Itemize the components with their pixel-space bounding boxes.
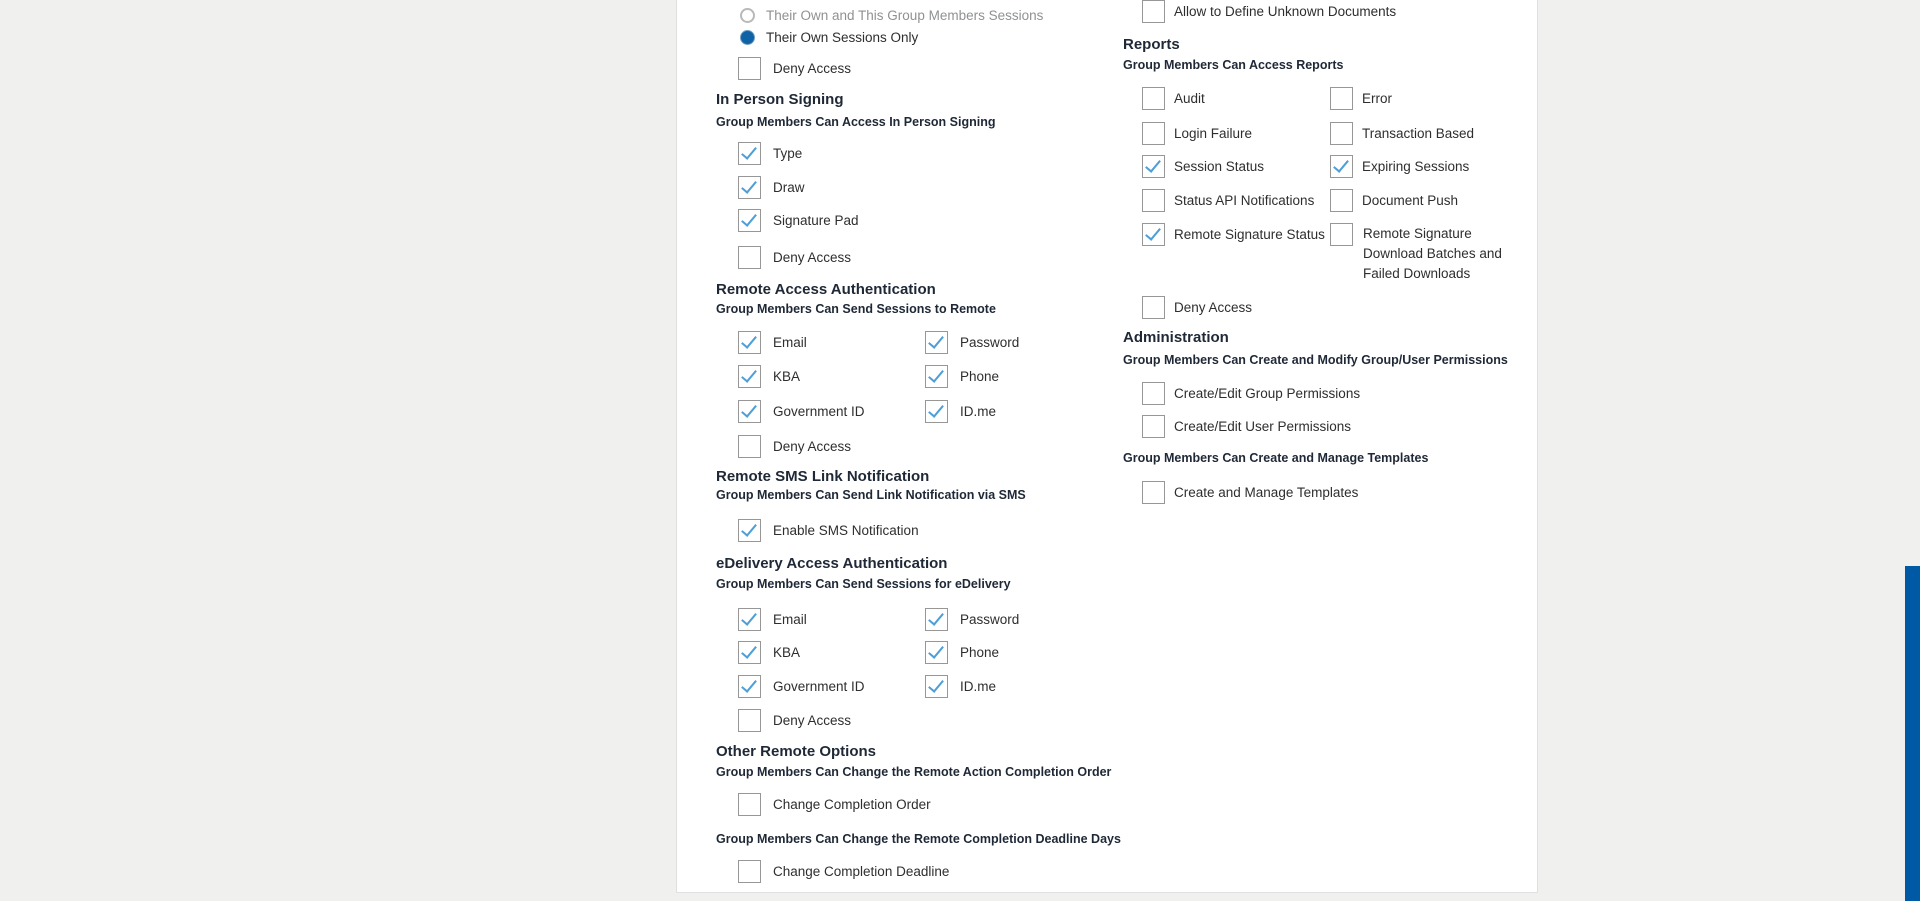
section-title-other-remote-options: Other Remote Options [716,743,877,760]
row-create-manage-templates [1123,481,1358,504]
cell-remote-signature-downloads [1330,223,1523,284]
checkbox-email-edelivery[interactable] [738,608,761,631]
section-title-in-person-signing: In Person Signing [716,91,844,108]
checkbox-label: Error [1362,91,1392,106]
cell-email-edelivery [738,608,925,631]
permissions-panel [676,0,1538,893]
checkbox-create-edit-group-permissions[interactable] [1142,382,1165,405]
checkbox-label: Audit [1174,91,1205,106]
row-deny-edelivery [716,709,851,732]
checkbox-label: Phone [960,645,1000,660]
row-deny-remote-auth [716,435,851,458]
row-create-edit-user-permissions [1123,415,1351,438]
checkbox-allow-define-unknown-documents[interactable] [1142,0,1165,23]
cell-idme-edelivery [925,675,996,698]
checkbox-deny-access-remote-auth[interactable] [738,435,761,458]
cell-document-push [1330,189,1458,212]
cell-session-status [1142,155,1330,178]
cell-status-api-notifications [1142,189,1330,212]
checkbox-label: Remote Signature Status [1174,227,1325,242]
row-govid-idme-edelivery [716,675,996,698]
checkbox-label: Create/Edit User Permissions [1174,419,1352,434]
checkbox-change-completion-deadline[interactable] [738,860,761,883]
checkbox-type[interactable] [738,142,761,165]
cell-expiring-sessions [1330,155,1469,178]
cell-transaction-based [1330,122,1474,145]
section-subtitle-reports: Group Members Can Access Reports [1123,58,1344,72]
check-icon [741,177,757,194]
row-type [716,142,802,165]
checkbox-label: Enable SMS Notification [773,523,919,538]
checkbox-label: Document Push [1362,193,1459,208]
checkbox-label: Remote Signature Download Batches and Failed Downloads [1363,226,1502,281]
row-deny-reports [1123,296,1252,319]
cell-remote-signature-status [1142,223,1330,246]
checkbox-label: Email [773,612,807,627]
checkbox-audit[interactable] [1142,87,1165,110]
checkbox-signature-pad[interactable] [738,209,761,232]
checkbox-label: Email [773,335,807,350]
check-icon [928,676,944,693]
checkbox-status-api-notifications[interactable] [1142,189,1165,212]
checkbox-label: ID.me [960,679,997,694]
section-subtitle-edelivery-auth: Group Members Can Send Sessions for eDelivery [716,577,1011,591]
right-column [1123,0,1543,892]
checkbox-label: Deny Access [1174,300,1253,315]
row-deny-access-sessions [716,57,851,80]
radio-their-own-sessions-only[interactable] [740,30,755,45]
cell-government-id-remote [738,400,925,423]
check-icon [1333,156,1349,173]
row-draw [716,176,805,199]
checkbox-deny-access-edelivery[interactable] [738,709,761,732]
checkbox-expiring-sessions[interactable] [1330,155,1353,178]
check-icon [1145,224,1161,241]
checkbox-label: Draw [773,180,805,195]
section-title-remote-sms: Remote SMS Link Notification [716,468,930,485]
checkbox-label: Deny Access [773,439,852,454]
checkbox-label: Login Failure [1174,126,1253,141]
section-title-edelivery-auth: eDelivery Access Authentication [716,555,948,572]
cell-government-id-edelivery [738,675,925,698]
checkbox-kba-remote[interactable] [738,365,761,388]
checkbox-government-id-remote[interactable] [738,400,761,423]
checkbox-transaction-based[interactable] [1330,122,1353,145]
checkbox-label: Deny Access [773,61,852,76]
section-subtitle-change-completion-order: Group Members Can Change the Remote Action Completion Order [716,765,1112,779]
checkbox-create-edit-user-permissions[interactable] [1142,415,1165,438]
checkbox-label: Government ID [773,404,865,419]
checkbox-label: Allow to Define Unknown Documents [1174,4,1397,19]
row-statusapi-documentpush [1123,189,1458,212]
checkbox-label: Change Completion Deadline [773,864,950,879]
check-icon [741,401,757,418]
row-kba-phone-edelivery [716,641,999,664]
radio-label-their-own-sessions-only: Their Own Sessions Only [766,30,919,45]
checkbox-password-remote[interactable] [925,331,948,354]
checkbox-login-failure[interactable] [1142,122,1165,145]
checkbox-label: Expiring Sessions [1362,159,1470,174]
section-subtitle-remote-access-auth: Group Members Can Send Sessions to Remote [716,302,996,316]
checkbox-error[interactable] [1330,87,1353,110]
checkbox-label: KBA [773,369,801,384]
radio-their-own-and-group-sessions[interactable] [740,8,755,23]
check-icon [928,366,944,383]
row-remotesignature [1123,223,1523,284]
checkbox-document-push[interactable] [1330,189,1353,212]
scrollbar-thumb[interactable] [1905,566,1920,901]
checkbox-deny-access-in-person[interactable] [738,246,761,269]
cell-kba-edelivery [738,641,925,664]
checkbox-idme-remote[interactable] [925,400,948,423]
checkbox-label: Status API Notifications [1174,193,1315,208]
checkbox-label: Create/Edit Group Permissions [1174,386,1361,401]
row-change-completion-order [716,793,931,816]
row-enable-sms [716,519,919,542]
check-icon [928,332,944,349]
section-subtitle-in-person-signing: Group Members Can Access In Person Signing [716,115,996,129]
cell-email-remote [738,331,925,354]
checkbox-label: Government ID [773,679,865,694]
checkbox-kba-edelivery[interactable] [738,641,761,664]
row-loginfailure-transaction [1123,122,1474,145]
checkbox-label: Deny Access [773,250,852,265]
check-icon [741,366,757,383]
checkbox-label: Session Status [1174,159,1265,174]
cell-login-failure [1142,122,1330,145]
checkbox-change-completion-order[interactable] [738,793,761,816]
cell-password-remote [925,331,1019,354]
check-icon [741,642,757,659]
row-email-password-remote [716,331,1019,354]
row-change-completion-deadline [716,860,949,883]
row-kba-phone-remote [716,365,999,388]
checkbox-government-id-edelivery[interactable] [738,675,761,698]
row-signature-pad [716,209,859,232]
section-subtitle-change-completion-deadline: Group Members Can Change the Remote Completion Deadline Days [716,832,1121,846]
checkbox-deny-access-sessions[interactable] [738,57,761,80]
checkbox-enable-sms-notification[interactable] [738,519,761,542]
checkbox-label: ID.me [960,404,997,419]
checkbox-label: Signature Pad [773,213,859,228]
cell-idme-remote [925,400,996,423]
checkbox-deny-access-reports[interactable] [1142,296,1165,319]
check-icon [741,332,757,349]
section-title-administration: Administration [1123,329,1229,346]
check-icon [741,210,757,227]
checkbox-label: Phone [960,369,1000,384]
checkbox-label: Transaction Based [1362,126,1475,141]
checkbox-session-status[interactable] [1142,155,1165,178]
checkbox-phone-remote[interactable] [925,365,948,388]
checkbox-idme-edelivery[interactable] [925,675,948,698]
check-icon [928,401,944,418]
cell-kba-remote [738,365,925,388]
section-subtitle-manage-templates: Group Members Can Create and Manage Templates [1123,451,1429,465]
cell-error [1330,87,1392,110]
checkbox-label: Create and Manage Templates [1174,485,1359,500]
checkbox-label: Password [960,335,1020,350]
row-create-edit-group-permissions [1123,382,1360,405]
row-allow-unknown-documents [1123,0,1396,23]
check-icon [741,609,757,626]
check-icon [928,642,944,659]
radio-row-own-sessions-only [716,26,918,49]
checkbox-label: Password [960,612,1020,627]
section-title-remote-access-auth: Remote Access Authentication [716,281,936,298]
checkbox-remote-signature-download-batches[interactable] [1330,223,1353,246]
checkbox-remote-signature-status[interactable] [1142,223,1165,246]
radio-row-own-and-group-sessions [716,4,1043,27]
checkbox-email-remote[interactable] [738,331,761,354]
checkbox-password-edelivery[interactable] [925,608,948,631]
section-subtitle-group-user-permissions: Group Members Can Create and Modify Group/User Permissions [1123,353,1508,367]
row-email-password-edelivery [716,608,1019,631]
row-audit-error [1123,87,1392,110]
section-subtitle-remote-sms: Group Members Can Send Link Notification via SMS [716,488,1026,502]
check-icon [741,676,757,693]
row-sessionstatus-expiring [1123,155,1469,178]
checkbox-phone-edelivery[interactable] [925,641,948,664]
checkbox-create-and-manage-templates[interactable] [1142,481,1165,504]
cell-audit [1142,87,1330,110]
check-icon [1145,156,1161,173]
checkbox-label: Change Completion Order [773,797,931,812]
checkbox-draw[interactable] [738,176,761,199]
cell-phone-remote [925,365,999,388]
cell-phone-edelivery [925,641,999,664]
row-deny-in-person [716,246,851,269]
checkbox-label: KBA [773,645,801,660]
checkbox-label: Type [773,146,803,161]
row-govid-idme-remote [716,400,996,423]
check-icon [741,520,757,537]
cell-password-edelivery [925,608,1019,631]
checkbox-label: Deny Access [773,713,852,728]
check-icon [928,609,944,626]
check-icon [741,143,757,160]
radio-label-their-own-and-group-sessions: Their Own and This Group Members Sessions [766,8,1044,23]
section-title-reports: Reports [1123,36,1180,53]
